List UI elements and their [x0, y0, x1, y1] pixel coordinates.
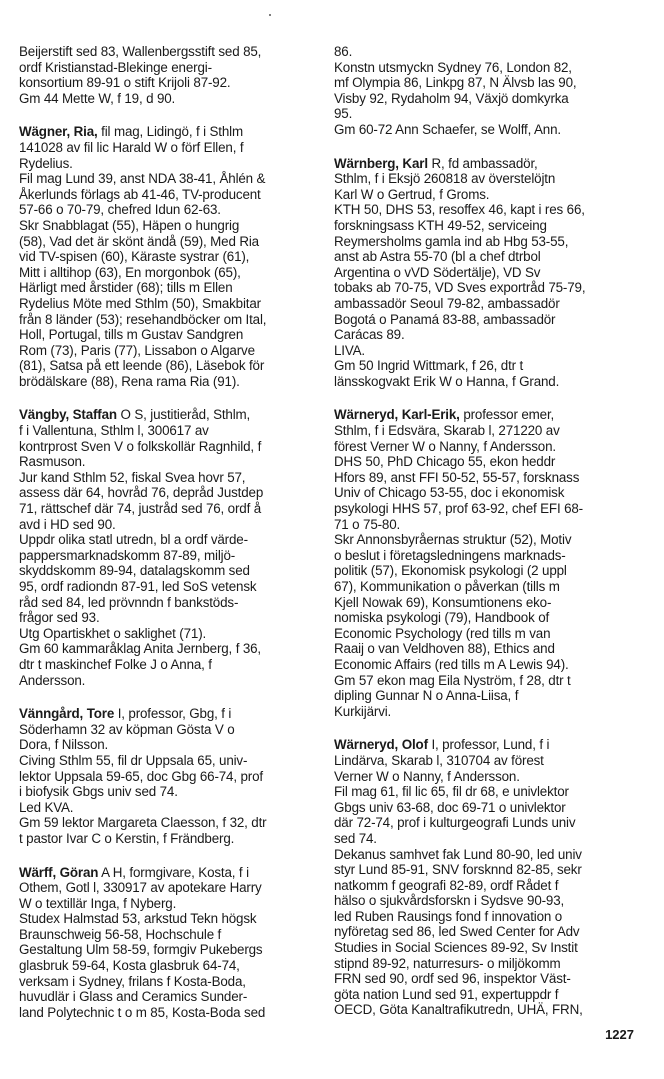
- entry-line: [19, 865, 319, 881]
- entry-line: assess där 64, hovråd 76, depråd Justdep: [19, 485, 264, 501]
- entry-line: f i Vallentuna, Sthlm l, 300617 av: [19, 423, 209, 439]
- entry-line: Argentina o vVD Södertälje), VD Sv: [334, 264, 541, 280]
- entry-line: Gbgs univ 63-68, doc 69-71 o univlektor: [334, 799, 566, 815]
- entry-line: dtr t maskinchef Folke J o Anna, f: [19, 656, 212, 672]
- entry-name: Wärneryd, Olof: [334, 737, 428, 753]
- entry-line: Gestaltung Ulm 58-59, formgiv Pukebergs: [19, 942, 263, 958]
- biography-entry: [19, 407, 319, 688]
- entry-line: [334, 407, 640, 423]
- entry-line: Studies in Social Sciences 89-92, Sv Instit: [334, 940, 578, 956]
- entry-line: 141028 av fil lic Harald W o förf Ellen, f: [19, 139, 244, 155]
- entry-line: Konstn utsmyckn Sydney 76, London 82,: [334, 59, 572, 75]
- entry-line: Univ of Chicago 53-55, doc i ekonomisk: [334, 485, 565, 501]
- entry-line: Dora, f Nilsson.: [19, 737, 109, 753]
- entry-line: 86.: [334, 44, 353, 59]
- entry-line: Sthlm, f i Eksjö 260818 av överstelöjtn: [334, 171, 556, 187]
- biography-entry: [19, 706, 319, 846]
- entry-line: konsortium 89-91 o stift Krijoli 87-92.: [19, 75, 231, 91]
- entry-line: Gm 59 lektor Margareta Claesson, f 32, dtr: [19, 815, 267, 831]
- entry-line: Kjell Nowak 69), Konsumtionens eko-: [334, 594, 552, 610]
- entry-name: Vänngård, Tore: [19, 706, 115, 722]
- entry-line: 95.: [334, 106, 353, 122]
- entry-line: o beslut i företagsledningens marknads-: [334, 547, 566, 563]
- entry-line: Rom (73), Paris (77), Lissabon o Algarve: [19, 342, 255, 358]
- entry-line: där 72-74, prof i kulturgeografi Lunds univ: [334, 815, 576, 831]
- entry-line: Visby 92, Rydaholm 94, Växjö domkyrka: [334, 90, 569, 106]
- entry-text: professor emer,: [459, 407, 555, 423]
- entry-line: Kurkijärvi.: [334, 703, 392, 719]
- entry-line: t pastor Ivar C o Kerstin, f Frändberg.: [19, 830, 235, 846]
- entry-line: Karl W o Gertrud, f Groms.: [334, 186, 490, 202]
- entry-line: 57-66 o 70-79, chefred Idun 62-63.: [19, 202, 221, 218]
- entry-line: verksam i Sydney, frilans f Kosta-Boda,: [19, 973, 246, 989]
- entry-name: Wägner, Ria,: [19, 124, 98, 140]
- entry-line: Gm 60-72 Ann Schaefer, se Wolff, Ann.: [334, 121, 561, 137]
- entry-line: psykologi HHS 57, prof 63-92, chef EFI 68-: [334, 501, 583, 517]
- entry-line: [334, 737, 640, 753]
- entry-line: mf Olympia 86, Linkpg 87, N Älvsb las 90,: [334, 75, 577, 91]
- biography-entry: [334, 156, 640, 390]
- entry-line: pappersmarknadskomm 87-89, miljö-: [19, 547, 236, 563]
- entry-line: (58), Vad det är skönt ändå (59), Med Ria: [19, 233, 259, 249]
- entry-line: nyföretag sed 86, led Swed Center for Adv: [334, 924, 580, 940]
- biography-entry: [19, 44, 319, 106]
- entry-line: frågor sed 93.: [19, 610, 100, 626]
- entry-line: Gm 57 ekon mag Eila Nyström, f 28, dtr t: [334, 672, 571, 688]
- entry-line: Utg Opartiskhet o saklighet (71).: [19, 625, 207, 641]
- entry-line: Skr Snabblagat (55), Häpen o hungrig: [19, 217, 240, 233]
- entry-line: Mitt i alltihop (63), En morgonbok (65),: [19, 264, 241, 280]
- entry-line: kontrprost Sven V o folkskollär Ragnhild, f: [19, 438, 262, 454]
- entry-line: Carácas 89.: [334, 327, 405, 343]
- entry-line: [19, 407, 319, 423]
- entry-line: brödälskare (88), Rena rama Ria (91).: [19, 373, 240, 389]
- entry-line: DHS 50, PhD Chicago 55, ekon heddr: [334, 454, 556, 470]
- entry-line: OECD, Göta Kanaltrafikutredn, UHÄ, FRN,: [334, 1002, 583, 1018]
- entry-line: Bogotá o Panamá 83-88, ambassadör: [334, 311, 556, 327]
- entry-line: Studex Halmstad 53, arkstud Tekn högsk: [19, 911, 257, 927]
- entry-text: fil mag, Lidingö, f i Sthlm: [97, 124, 243, 140]
- entry-text: I, professor, Gbg, f i: [114, 706, 232, 722]
- entry-line: stipnd 89-92, naturresurs- o miljökomm: [334, 955, 561, 971]
- entry-line: Söderhamn 32 av köpman Gösta V o: [19, 721, 235, 737]
- entry-line: sed 74.: [334, 830, 377, 846]
- entry-text: R, fd ambassadör,: [427, 155, 538, 171]
- entry-line: dipling Gunnar N o Anna-Liisa, f: [334, 688, 519, 704]
- entry-line: LIVA.: [334, 342, 366, 358]
- biography-entry: [334, 407, 640, 719]
- entry-line: ordf Kristianstad-Blekinge energi-: [19, 59, 212, 75]
- entry-line: led Ruben Rausings fond f innovation o: [334, 908, 563, 924]
- biography-entry: [19, 865, 319, 1021]
- entry-name: Wärff, Göran: [19, 864, 99, 880]
- entry-line: Rydelius Möte med Sthlm (50), Smakbitar: [19, 295, 261, 311]
- entry-line: vid TV-spisen (60), Käraste systrar (61),: [19, 249, 250, 265]
- biography-entry: [19, 124, 319, 389]
- biography-entry: [334, 737, 640, 1018]
- entry-text: O S, justitieråd, Sthlm,: [116, 407, 251, 423]
- entry-line: FRN sed 90, ordf sed 96, inspektor Väst-: [334, 971, 571, 987]
- scan-speck: [269, 14, 271, 16]
- entry-line: (81), Satsa på ett leende (86), Läsebok för: [19, 358, 265, 374]
- entry-name: Wärneryd, Karl-Erik,: [334, 407, 460, 423]
- entry-line: [334, 156, 640, 172]
- page-number: 1227: [605, 1027, 634, 1042]
- entry-line: Jur kand Sthlm 52, fiskal Svea hovr 57,: [19, 469, 246, 485]
- entry-line: Economic Affairs (red tills m A Lewis 94).: [334, 656, 569, 672]
- entry-line: i biofysik Gbgs univ sed 74.: [19, 784, 178, 800]
- entry-line: Beijerstift sed 83, Wallenbergsstift sed 85,: [19, 44, 262, 59]
- entry-line: tobaks ab 70-75, VD Sves exportråd 75-79,: [334, 280, 586, 296]
- entry-line: lektor Uppsala 59-65, doc Gbg 66-74, prof: [19, 768, 263, 784]
- entry-line: Raaij o van Veldhoven 88), Ethics and: [334, 641, 555, 657]
- entry-line: förest Verner W o Nanny, f Andersson.: [334, 438, 556, 454]
- entry-line: KTH 50, DHS 53, resoffex 46, kapt i res 66,: [334, 202, 585, 218]
- entry-line: Rasmuson.: [19, 454, 86, 470]
- entry-line: göta nation Lund sed 91, expertuppdr f: [334, 986, 559, 1002]
- entry-line: huvudlär i Glass and Ceramics Sunder-: [19, 989, 248, 1005]
- entry-line: Sthlm, f i Edsvära, Skarab l, 271220 av: [334, 423, 560, 439]
- entry-line: [19, 124, 319, 140]
- entry-line: [19, 706, 319, 722]
- entry-line: nomiska psykologi (79), Handbook of: [334, 610, 550, 626]
- entry-line: land Polytechnic t o m 85, Kosta-Boda sed: [19, 1004, 266, 1020]
- entry-line: Economic Psychology (red tills m van: [334, 625, 551, 641]
- entry-text: A H, formgivare, Kosta, f i: [98, 864, 249, 880]
- entry-line: glasbruk 59-64, Kosta glasbruk 64-74,: [19, 958, 240, 974]
- entry-line: Reymersholms gamla ind ab Hbg 53-55,: [334, 233, 569, 249]
- entry-line: Andersson.: [19, 672, 86, 688]
- entry-line: Braunschweig 56-58, Hochschule f: [19, 926, 222, 942]
- entry-line: hälso o sjukvårdsforskn i Sydsve 90-93,: [334, 893, 565, 909]
- entry-line: Härligt med årstider (68); tills m Ellen: [19, 280, 233, 296]
- entry-line: Fil mag 61, fil lic 65, fil dr 68, e univlektor: [334, 784, 569, 800]
- entry-line: råd sed 84, led prövnndn f bankstöds-: [19, 594, 239, 610]
- right-column: [334, 44, 640, 1018]
- entry-line: skyddskomm 89-94, datalagskomm sed: [19, 563, 250, 579]
- entry-line: Civing Sthlm 55, fil dr Uppsala 65, univ-: [19, 752, 248, 768]
- entry-line: Åkerlunds förlags ab 41-46, TV-producent: [19, 186, 261, 202]
- entry-line: 71, rättschef där 74, justråd sed 76, ordf å: [19, 501, 262, 517]
- entry-line: 71 o 75-80.: [334, 516, 401, 532]
- entry-line: Fil mag Lund 39, anst NDA 38-41, Åhlén &: [19, 171, 266, 187]
- entry-line: Gm 44 Mette W, f 19, d 90.: [19, 90, 176, 106]
- entry-line: ambassadör Seoul 79-82, ambassadör: [334, 295, 560, 311]
- entry-line: Holl, Portugal, tills m Gustav Sandgren: [19, 327, 244, 343]
- left-column: [19, 44, 319, 1020]
- entry-name: Wärnberg, Karl: [334, 155, 428, 171]
- entry-line: Hfors 89, anst FFI 50-52, 55-57, forsknass: [334, 469, 580, 485]
- entry-text: I, professor, Lund, f i: [427, 737, 550, 753]
- entry-name: Vängby, Staffan: [19, 407, 117, 423]
- entry-line: politik (57), Ekonomisk psykologi (2 uppl: [334, 563, 567, 579]
- entry-line: Uppdr olika statl utredn, bl a ordf värde-: [19, 532, 248, 548]
- entry-line: Skr Annonsbyråernas struktur (52), Motiv: [334, 532, 572, 548]
- entry-line: Gm 50 Ingrid Wittmark, f 26, dtr t: [334, 358, 524, 374]
- entry-line: från 8 länder (53); resehandböcker om Ital,: [19, 311, 267, 327]
- entry-line: Rydelius.: [19, 155, 73, 171]
- entry-line: Verner W o Nanny, f Andersson.: [334, 768, 520, 784]
- entry-line: natkomm f geografi 82-89, ordf Rådet f: [334, 877, 559, 893]
- entry-line: anst ab Astra 55-70 (bl a chef dtrbol: [334, 249, 541, 265]
- entry-line: styr Lund 85-91, SNV forsknnd 82-85, sekr: [334, 862, 582, 878]
- entry-line: Led KVA.: [19, 799, 74, 815]
- entry-line: forskningsass KTH 49-52, serviceing: [334, 217, 547, 233]
- entry-line: W o textillär Inga, f Nyberg.: [19, 895, 177, 911]
- entry-line: avd i HD sed 90.: [19, 516, 116, 532]
- entry-line: Lindärva, Skarab l, 310704 av förest: [334, 752, 544, 768]
- entry-line: Gm 60 kammaråklag Anita Jernberg, f 36,: [19, 641, 261, 657]
- entry-line: Dekanus samhvet fak Lund 80-90, led univ: [334, 846, 582, 862]
- entry-line: 95, ordf radiondn 87-91, led SoS vetensk: [19, 579, 257, 594]
- biography-entry: [334, 44, 640, 138]
- entry-line: Othem, Gotl l, 330917 av apotekare Harry: [19, 880, 262, 896]
- entry-line: 67), Kommunikation o påverkan (tills m: [334, 579, 560, 594]
- entry-line: länsskogvakt Erik W o Hanna, f Grand.: [334, 373, 560, 389]
